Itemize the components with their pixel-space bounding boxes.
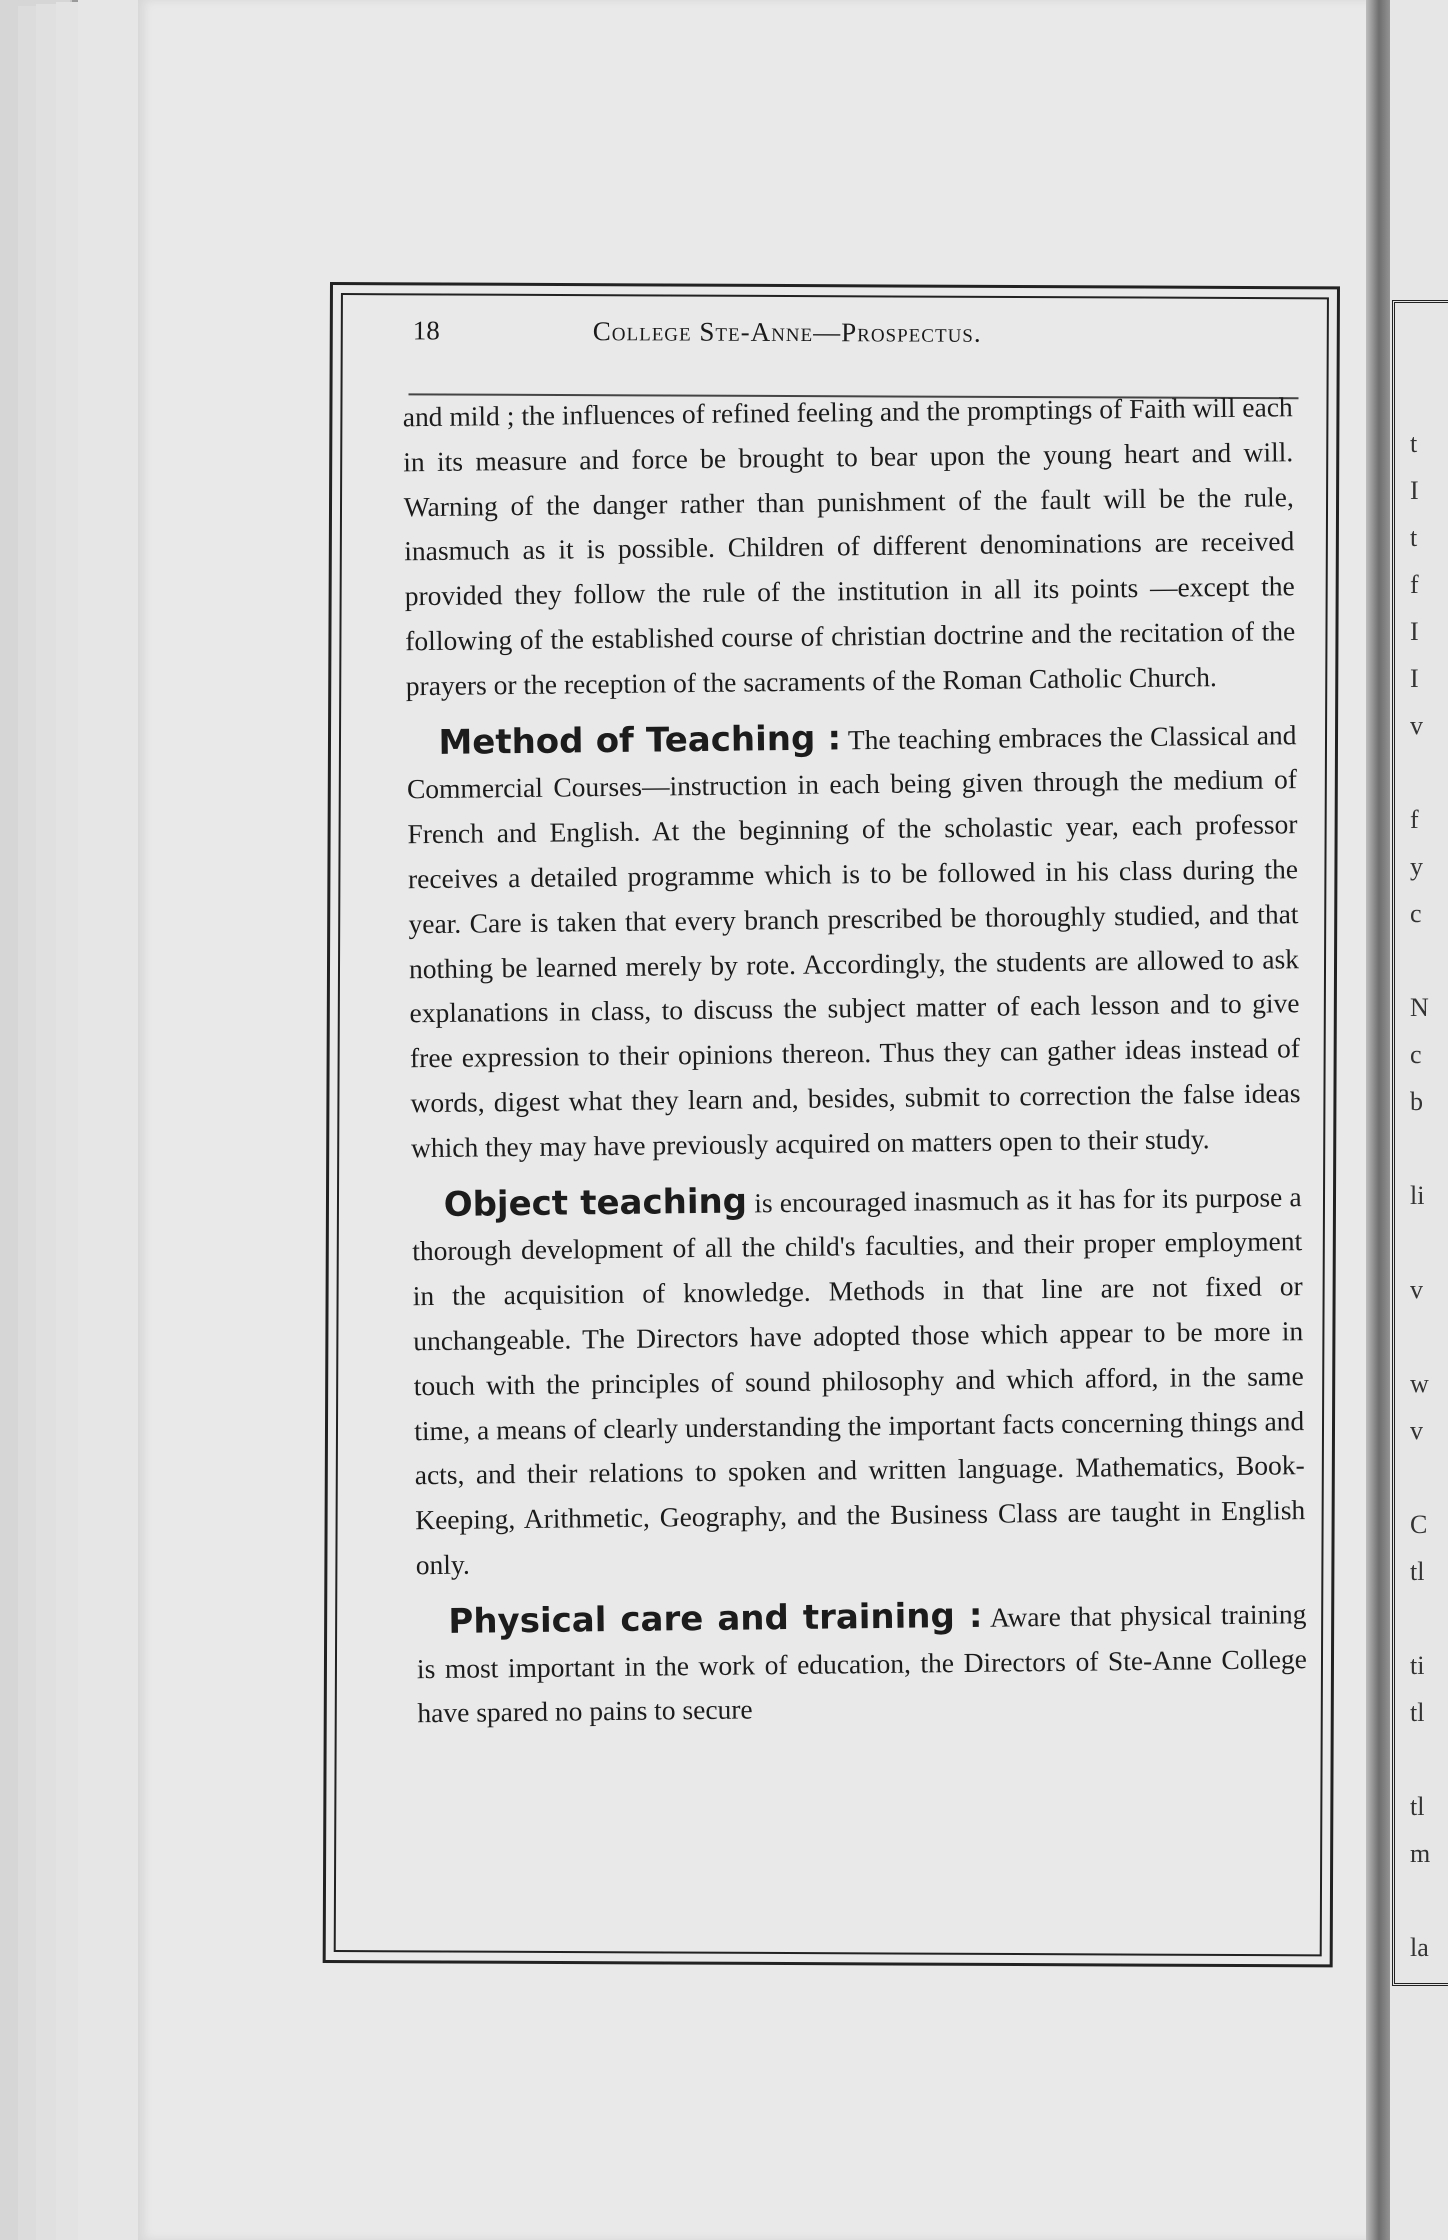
next-page-fragment xyxy=(1410,1595,1446,1642)
next-page-fragment: I xyxy=(1410,617,1419,646)
next-page-fragment: N xyxy=(1410,993,1429,1022)
next-page-fragment: v xyxy=(1410,1416,1423,1445)
next-page-fragment: y xyxy=(1410,852,1423,881)
page-number: 18 xyxy=(412,315,440,346)
next-page-fragment: m xyxy=(1410,1839,1431,1868)
next-page-fragment xyxy=(1410,749,1446,796)
paragraph-text: and mild ; the influences of refined feeling and the promptings of Faith will each in its measure and force be brought to bear upon the young heart and will. Warning of the danger rather than punishment of the fault will be the rule, inasmuch as it is possible. Children of different denominations are received provided they follow the rule of the institution in all its points —except the following of the established course of christian doctrine and the recitation of the prayers or the reception of the sacraments of the Roman Catholic Church. xyxy=(402,391,1296,702)
section-heading: Physical care and training : xyxy=(448,1595,983,1642)
next-page-fragment: t xyxy=(1410,523,1418,552)
next-page-fragment: tl xyxy=(1410,1792,1425,1821)
paragraph-text: The teaching embraces the Classical and Commercial Courses—instruction in each being given through the medium of French and English. At the beginning of the scholastic year, each professor receives a detailed programme which is to be followed in his class during the year. Care is taken that every branch prescribed be thoroughly studied, and that nothing be learned merely by rote. Accordingly, the students are allowed to ask explanations in class, to discuss the subject matter of each lesson and to give free expression to their opinions thereon. Thus they can gather ideas instead of words, digest what they learn and, besides, submit to correction the false ideas which they may have previously acquired on matters open to their study. xyxy=(406,718,1301,1164)
next-page-fragment xyxy=(1410,937,1446,984)
next-page-fragment: f xyxy=(1410,570,1419,599)
section-heading: Object teaching xyxy=(443,1181,748,1225)
body-text xyxy=(403,385,1308,1736)
next-page-fragment: tl xyxy=(1410,1698,1425,1727)
next-page-fragment: I xyxy=(1410,664,1419,693)
next-page-fragment xyxy=(1410,1125,1446,1172)
next-page-fragment: I xyxy=(1410,476,1419,505)
paragraph xyxy=(403,385,1297,709)
paragraph-text: is encouraged inasmuch as it has for its purpose a thorough development of all the child's faculties, and their proper employment in the acquisition of knowledge. Methods in that line are not fixed or unchangeable. The Directors have adopted those which appear to be more in touch with the principles of sound philosophy and which afford, in the same time, a means of clearly understanding the important facts concerning things and acts, and their relations to spoken and written language. Mathematics, Book-Keeping, Arithmetic, Geography, and the Business Class are taught in English only. xyxy=(412,1180,1306,1581)
next-page-fragment: C xyxy=(1410,1510,1428,1539)
running-head: College Ste-Anne—Prospectus. xyxy=(592,316,982,348)
next-page-fragment xyxy=(1410,1313,1446,1360)
paragraph xyxy=(406,711,1301,1171)
next-page-fragment: c xyxy=(1410,899,1422,928)
next-page-fragment xyxy=(1410,1454,1446,1501)
next-page-fragment: v xyxy=(1410,711,1423,740)
next-page-fragment: f xyxy=(1410,805,1419,834)
next-page-text-fragments xyxy=(1410,420,1446,1971)
book-gutter xyxy=(1366,0,1392,2240)
next-page-fragment: tl xyxy=(1410,1557,1425,1586)
next-page-fragment: c xyxy=(1410,1040,1422,1069)
next-page-fragment: b xyxy=(1410,1087,1423,1116)
next-page-fragment: t xyxy=(1410,429,1418,458)
page-header xyxy=(413,305,1293,359)
next-page-fragment xyxy=(1410,1736,1446,1783)
paragraph xyxy=(416,1590,1307,1736)
section-heading: Method of Teaching : xyxy=(438,717,842,763)
next-page-fragment: li xyxy=(1410,1181,1425,1210)
next-page-fragment xyxy=(1410,1219,1446,1266)
text-frame xyxy=(323,282,1340,1967)
next-page-fragment: v xyxy=(1410,1275,1423,1304)
next-page-fragment: w xyxy=(1410,1369,1429,1398)
next-page-fragment: ti xyxy=(1410,1651,1425,1680)
paragraph-text: Aware that physical training is most important in the work of education, the Directors of Ste-Anne College have spared no pains to secure xyxy=(416,1597,1308,1729)
paragraph xyxy=(411,1173,1306,1588)
next-page-fragment xyxy=(1410,1877,1446,1924)
next-page-fragment: la xyxy=(1410,1933,1429,1962)
